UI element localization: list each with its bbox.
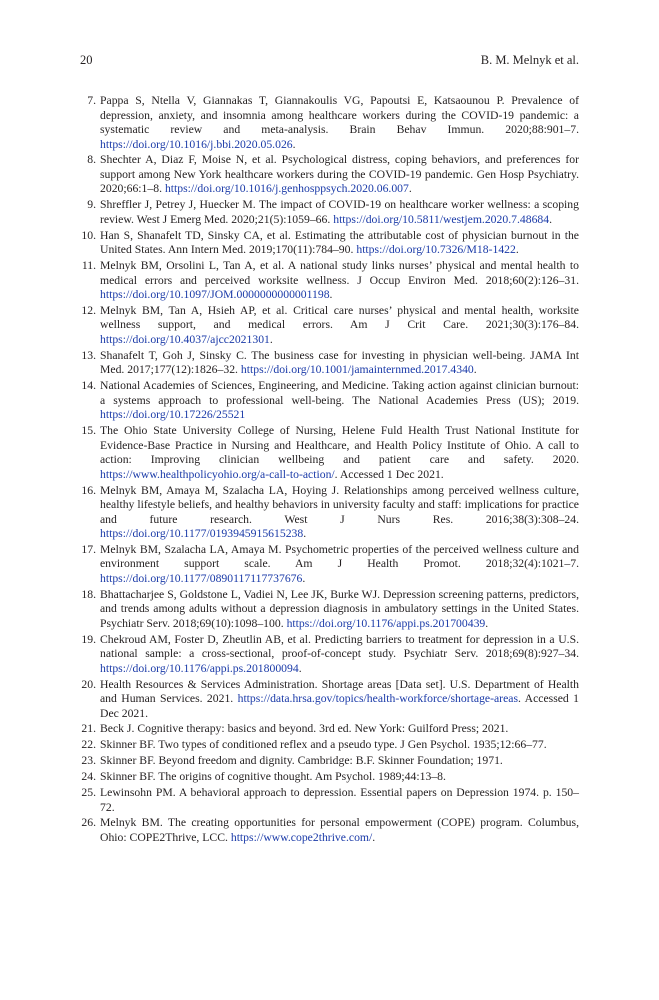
reference-text: Melnyk BM, Amaya M, Szalacha LA, Hoying J. Relationships among perceived wellness culture, healthy lifestyle beliefs, and healthy behaviors in university faculty and staff: implications for practice and future research. West J Nurs Res. 2016;38(3):308–24. (100, 483, 579, 526)
reference-trailing-text: . (302, 571, 306, 585)
reference-item (80, 633, 579, 677)
reference-item (80, 259, 579, 303)
reference-number: 20. (81, 677, 96, 691)
reference-item (80, 754, 579, 769)
reference-item (80, 424, 579, 482)
reference-item (80, 484, 579, 542)
reference-text: Bhattacharjee S, Goldstone L, Vadiei N, Lee JK, Burke WJ. Depression screening patterns, predictors, and trends among adults without a depression diagnosis in ambulatory settings in the United States. Psychiatr Serv. 2018;69(10):1098–100. (100, 587, 579, 630)
reference-doi-link[interactable]: https://www.healthpolicyohio.org/a-call-to-action/ (100, 467, 335, 481)
reference-number: 15. (81, 424, 96, 438)
running-header (80, 52, 579, 68)
reference-item (80, 94, 579, 152)
reference-doi-link[interactable]: https://www.cope2thrive.com/ (230, 830, 373, 844)
reference-number: 12. (81, 303, 96, 317)
reference-number: 26. (81, 816, 96, 830)
reference-text: Skinner BF. Beyond freedom and dignity. Cambridge: B.F. Skinner Foundation; 1971. (100, 754, 503, 768)
reference-item (80, 678, 579, 722)
reference-trailing-text: . (303, 527, 307, 541)
reference-number: 13. (81, 348, 96, 362)
reference-trailing-text: . (269, 332, 273, 346)
reference-text: Melnyk BM, Orsolini L, Tan A, et al. A national study links nurses’ physical and mental health to medical errors and perceived worksite wellness. J Occup Environ Med. 2018;60(2):126–31. (100, 259, 579, 287)
reference-text: National Academies of Sciences, Engineering, and Medicine. Taking action against clinician burnout: a systems approach to professional well-being. The National Academies Press (US); 2019. (100, 379, 579, 407)
reference-text: The Ohio State University College of Nursing, Helene Fuld Health Trust National Institute for Evidence-Base Practice in Nursing and Healthcare, and Health Policy Institute of Ohio. A call to action: Improving clinician wellbeing and patient care and safety. 2020. (100, 424, 579, 467)
reference-number: 8. (87, 153, 96, 167)
reference-doi-link[interactable]: https://doi.org/10.1016/j.bbi.2020.05.026 (100, 137, 293, 151)
reference-item (80, 153, 579, 197)
reference-trailing-text: . (372, 830, 376, 844)
reference-item (80, 816, 579, 845)
reference-number: 14. (81, 379, 96, 393)
reference-number: 24. (81, 770, 96, 784)
reference-number: 21. (81, 722, 96, 736)
reference-text: Han S, Shanafelt TD, Sinsky CA, et al. Estimating the attributable cost of physician burnout in the United States. Ann Intern Med. 2019;170(11):784–90. (100, 228, 579, 257)
reference-doi-link[interactable]: https://doi.org/10.1176/appi.ps.201800094 (100, 661, 299, 675)
reference-trailing-text: . Accessed 1 Dec 2021. (100, 692, 579, 720)
reference-number: 7. (87, 94, 96, 107)
reference-item (80, 349, 579, 378)
reference-doi-link[interactable]: https://doi.org/10.1016/j.genhosppsych.2020.06.007 (164, 182, 409, 196)
reference-doi-link[interactable]: https://doi.org/10.1001/jamainternmed.2017.4340 (240, 363, 474, 377)
reference-doi-link[interactable]: https://doi.org/10.4037/ajcc2021301 (100, 332, 270, 346)
reference-number: 19. (81, 632, 96, 646)
reference-text: Shanafelt T, Goh J, Sinsky C. The business case for investing in physician well-being. JAMA Int Med. 2017;177(12):1826–32. (100, 348, 579, 377)
reference-item (80, 198, 579, 227)
running-head-authors: B. M. Melnyk et al. (480, 53, 579, 67)
reference-trailing-text: . (292, 137, 296, 151)
reference-item (80, 543, 579, 587)
reference-item (80, 722, 579, 737)
reference-doi-link[interactable]: https://doi.org/10.7326/M18-1422 (356, 243, 516, 257)
reference-number: 17. (81, 542, 96, 556)
reference-trailing-text: . (298, 661, 302, 675)
reference-number: 10. (81, 228, 96, 242)
reference-text: Melnyk BM, Tan A, Hsieh AP, et al. Critical care nurses’ physical and mental health, worksite wellness support, and medical errors. Am J Crit Care. 2021;30(3):176–84. (100, 303, 579, 332)
reference-doi-link[interactable]: https://doi.org/10.1177/0193945915615238 (100, 527, 304, 541)
reference-trailing-text: . (408, 182, 412, 196)
reference-number: 9. (87, 198, 96, 212)
reference-doi-link[interactable]: https://doi.org/10.5811/westjem.2020.7.48684 (333, 212, 550, 226)
reference-text: Chekroud AM, Foster D, Zheutlin AB, et al. Predicting barriers to treatment for depression in a U.S. national sample: a cross-sectional, proof-of-concept study. Psychiatr Serv. 2018;69(8):927–34. (100, 632, 579, 661)
reference-text: Health Resources & Services Administration. Shortage areas [Data set]. U.S. Department of Health and Human Services. 2021. (100, 677, 579, 706)
reference-doi-link[interactable]: https://doi.org/10.17226/25521 (100, 408, 246, 422)
reference-trailing-text: . Accessed 1 Dec 2021. (334, 467, 444, 481)
reference-doi-link[interactable]: https://doi.org/10.1177/0890117117737676 (100, 571, 303, 585)
reference-text: Shreffler J, Petrey J, Huecker M. The impact of COVID-19 on healthcare worker wellness: a scoping review. West J Emerg Med. 2020;21(5):1059–66. (100, 198, 579, 226)
reference-item (80, 770, 579, 785)
reference-trailing-text: . (473, 363, 477, 377)
reference-text: Pappa S, Ntella V, Giannakas T, Giannakoulis VG, Papoutsi E, Katsaounou P. Prevalence of depression, anxiety, and insomnia among healthcare workers during the COVID-19 pandemic: a systematic review and meta-analysis. Brain Behav Immun. 2020;88:901–7. (100, 94, 579, 136)
reference-text: Melnyk BM. The creating opportunities for personal empowerment (COPE) program. Columbus, Ohio: COPE2Thrive, LCC. (100, 816, 579, 844)
reference-item (80, 304, 579, 348)
reference-item (80, 786, 579, 815)
reference-number: 16. (81, 483, 96, 497)
reference-trailing-text: . (329, 288, 333, 302)
reference-number: 11. (81, 259, 96, 273)
reference-number: 18. (81, 587, 96, 601)
reference-text: Skinner BF. Two types of conditioned reflex and a pseudo type. J Gen Psychol. 1935;12:66–77. (100, 738, 547, 752)
reference-doi-link[interactable]: https://doi.org/10.1097/JOM.0000000000001198 (100, 288, 330, 302)
reference-item (80, 588, 579, 632)
reference-trailing-text: . (515, 243, 519, 257)
reference-trailing-text: . (549, 212, 553, 226)
reference-doi-link[interactable]: https://doi.org/10.1176/appi.ps.201700439 (286, 616, 486, 630)
reference-item (80, 379, 579, 423)
reference-text: Skinner BF. The origins of cognitive thought. Am Psychol. 1989;44:13–8. (100, 770, 446, 784)
reference-text: Melnyk BM, Szalacha LA, Amaya M. Psychometric properties of the perceived wellness culture and environment support scale. Am J Health Promot. 2018;32(4):1021–7. (100, 542, 579, 571)
reference-number: 23. (81, 754, 96, 768)
reference-item (80, 229, 579, 258)
reference-doi-link[interactable]: https://data.hrsa.gov/topics/health-workforce/shortage-areas (237, 692, 518, 706)
reference-trailing-text: . (485, 616, 489, 630)
page-number: 20 (80, 53, 93, 67)
reference-text: Beck J. Cognitive therapy: basics and beyond. 3rd ed. New York: Guilford Press; 2021. (100, 722, 509, 736)
reference-text: Shechter A, Diaz F, Moise N, et al. Psychological distress, coping behaviors, and preferences for support among New York healthcare workers during the COVID-19 pandemic. Gen Hosp Psychiatry. 2020;66:1–8. (100, 153, 579, 196)
reference-number: 22. (81, 738, 96, 752)
reference-item (80, 738, 579, 753)
reference-text: Lewinsohn PM. A behavioral approach to depression. Essential papers on Depression 1974. p. 150–72. (100, 786, 579, 814)
reference-number: 25. (81, 786, 96, 800)
reference-list (80, 94, 579, 847)
